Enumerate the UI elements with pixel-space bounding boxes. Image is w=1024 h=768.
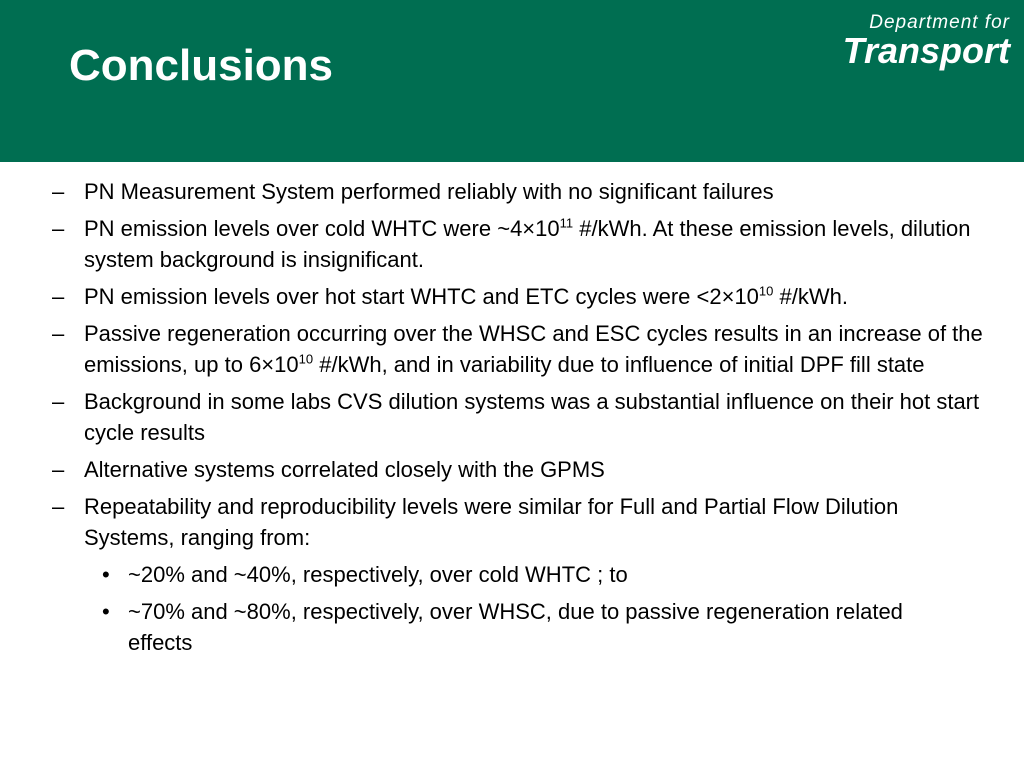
dash-marker: –: [52, 284, 65, 309]
sub-bullet-item: [0, 596, 968, 658]
bullet-item: [0, 491, 984, 553]
bullet-text: Passive regeneration occurring over the WHSC and ESC cycles results in an increase of the emissions, up to 6×10: [84, 321, 983, 377]
exponent: 10: [298, 351, 314, 367]
bullet-list: [0, 176, 1024, 664]
bullet-item: [0, 281, 984, 312]
bullet-text: Background in some labs CVS dilution systems was a substantial influence on their hot start cycle results: [84, 389, 980, 445]
bullet-text: PN Measurement System performed reliably with no significant failures: [84, 179, 774, 204]
logo-department-text: Department for: [869, 12, 1010, 33]
bullet-item: [0, 213, 984, 275]
bullet-text: PN emission levels over cold WHTC were ~4×10: [84, 216, 560, 241]
exponent: 10: [758, 283, 774, 299]
dft-logo: [843, 12, 1010, 70]
dash-marker: –: [52, 321, 65, 346]
dot-marker: •: [102, 562, 110, 587]
bullet-text-cont: #/kWh.: [773, 284, 848, 309]
dash-marker: –: [52, 457, 65, 482]
dash-marker: –: [52, 216, 65, 241]
sub-bullet-text: ~20% and ~40%, respectively, over cold WHTC ; to: [128, 562, 628, 587]
bullet-text-cont: #/kWh, and in variability due to influence of initial DPF fill state: [313, 352, 925, 377]
bullet-item: [0, 386, 984, 448]
bullet-text: Alternative systems correlated closely with the GPMS: [84, 457, 605, 482]
bullet-text: PN emission levels over hot start WHTC and ETC cycles were <2×10: [84, 284, 759, 309]
dot-marker: •: [102, 599, 110, 624]
bullet-item: [0, 454, 984, 485]
dash-marker: –: [52, 179, 65, 204]
sub-bullet-text: ~70% and ~80%, respectively, over WHSC, due to passive regeneration related effects: [128, 599, 903, 655]
sub-bullet-item: [0, 559, 968, 590]
bullet-text-cont: #/kWh. At these emission levels, dilution system background is insignificant.: [84, 216, 971, 272]
logo-transport-text: Transport: [842, 30, 1010, 71]
slide-header: [0, 0, 1024, 162]
bullet-item: [0, 176, 984, 207]
dash-marker: –: [52, 494, 65, 519]
exponent: 11: [559, 215, 574, 231]
bullet-text: Repeatability and reproducibility levels were similar for Full and Partial Flow Dilution Systems, ranging from:: [84, 494, 899, 550]
slide-title: Conclusions: [69, 41, 334, 90]
bullet-item: [0, 318, 984, 380]
dash-marker: –: [52, 389, 65, 414]
